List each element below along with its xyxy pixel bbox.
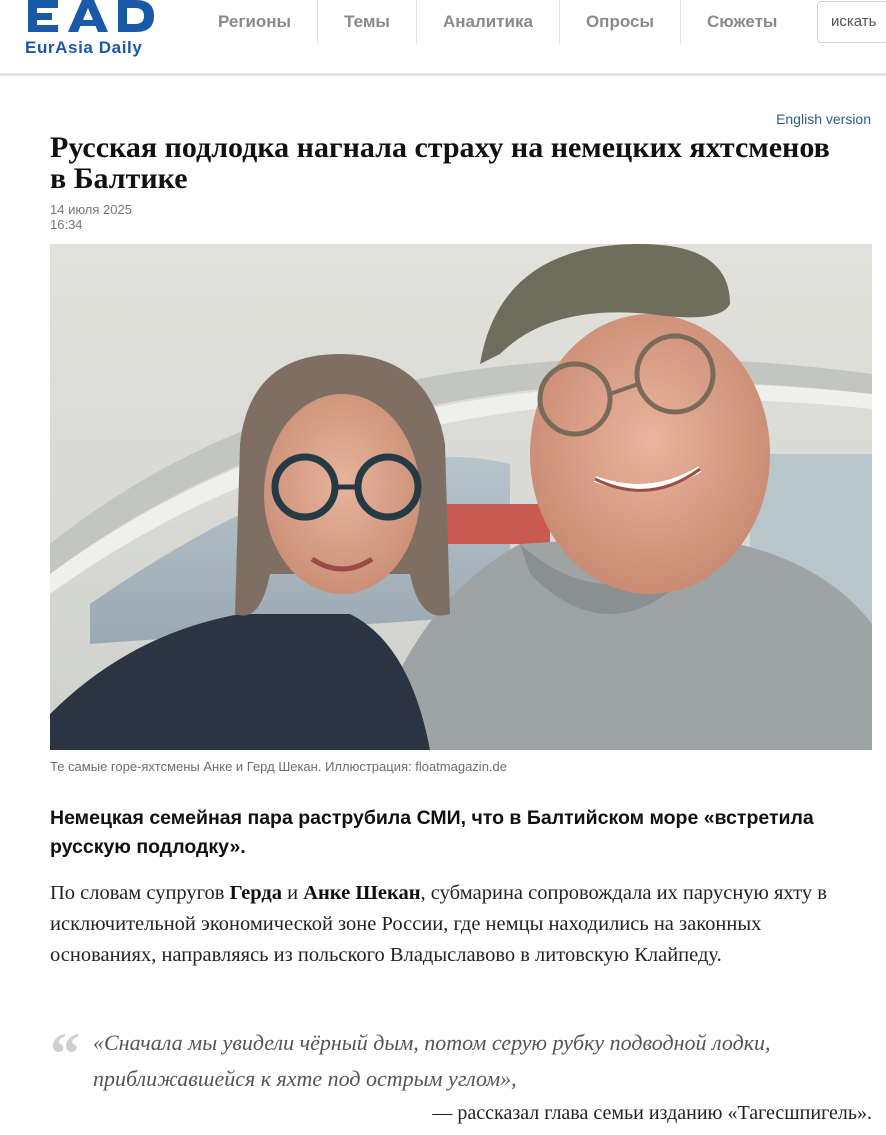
nav-item-stories[interactable]: Сюжеты xyxy=(680,0,803,44)
article-quote: «Сначала мы увидели чёрный дым, потом серую рубку подводной лодки, приближавшейся к яхте под острым углом», xyxy=(93,1030,771,1091)
photo-caption: Те самые горе-яхтсмены Анке и Герд Шекан. Иллюстрация: floatmagazin.de xyxy=(50,759,507,774)
main-nav xyxy=(192,0,803,44)
person-name-anke: Анке Шекан xyxy=(303,882,421,904)
site-header xyxy=(0,0,886,76)
nav-item-analytics[interactable]: Аналитика xyxy=(416,0,559,44)
article-date: 14 июля 2025 xyxy=(50,202,132,217)
english-version-link[interactable]: English version xyxy=(776,111,871,127)
article-photo[interactable] xyxy=(50,244,872,750)
search-input[interactable]: искать xyxy=(817,1,886,43)
body-text-1: По словам супругов xyxy=(50,882,230,904)
quote-attribution: — рассказал глава семьи изданию «Тагесшпигель». xyxy=(432,1102,872,1124)
body-text-2: и xyxy=(281,882,304,904)
photo-couple-selfie-icon xyxy=(50,244,872,750)
person-name-gerd: Герда xyxy=(229,882,282,904)
logo-mark-icon xyxy=(24,0,156,34)
article-time: 16:34 xyxy=(50,217,83,232)
nav-item-polls[interactable]: Опросы xyxy=(559,0,680,44)
quote-icon: “ xyxy=(50,1021,80,1087)
logo-text: EurAsia Daily xyxy=(25,38,143,57)
article-datetime xyxy=(50,202,132,232)
article-paragraph xyxy=(50,878,870,971)
article-lead: Немецкая семейная пара раструбила СМИ, что в Балтийском море «встретила русскую подлодку». xyxy=(50,807,814,858)
nav-item-regions[interactable]: Регионы xyxy=(218,12,292,31)
body-text-3: , субмарина сопровождала их парусную яхту в исключительной экономической зоне России, где немцы находились на законных основаниях, направляясь из польского Владыславово в литовскую Клайпеду. xyxy=(50,882,827,966)
site-logo[interactable] xyxy=(24,0,164,62)
nav-item-topics[interactable]: Темы xyxy=(317,0,416,44)
article-title: Русская подлодка нагнала страху на немецких яхтсменов в Балтике xyxy=(50,131,830,195)
